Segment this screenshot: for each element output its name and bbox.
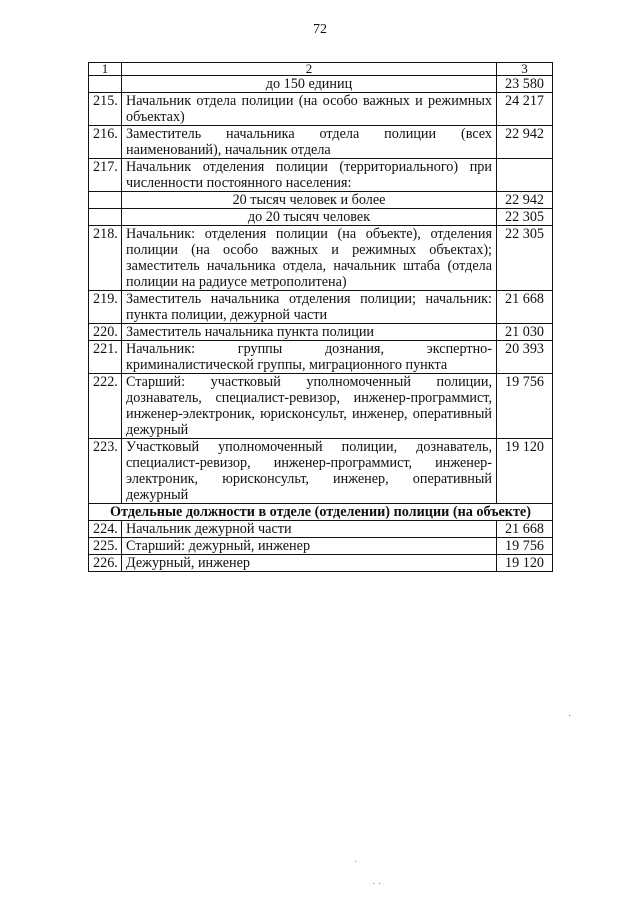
position-title: Начальник: отделения полиции (на объекте), отделения полиции (на особо важных и режимных объектах); заместитель начальника отдела, начальник штаба (отдела полиции на радиусе метрополитена) xyxy=(122,226,497,291)
column-header-salary: 3 xyxy=(497,63,553,76)
position-title: Дежурный, инженер xyxy=(122,555,497,572)
salary-value: 22 305 xyxy=(497,226,553,291)
salary-value: 21 668 xyxy=(497,521,553,538)
position-title: Участковый уполномоченный полиции, дознаватель, специалист-ревизор, инженер-программист, инженер-электроник, юрисконсульт, инженер, оперативный дежурный xyxy=(122,439,497,504)
row-number: 224. xyxy=(89,521,122,538)
table-row xyxy=(89,341,553,374)
table-row xyxy=(89,192,553,209)
section-heading-row xyxy=(89,504,553,521)
salary-value: 22 305 xyxy=(497,209,553,226)
row-number: 223. xyxy=(89,439,122,504)
position-title: до 150 единиц xyxy=(122,76,497,93)
row-number: 218. xyxy=(89,226,122,291)
position-title: до 20 тысяч человек xyxy=(122,209,497,226)
position-title: Заместитель начальника отделения полиции; начальник: пункта полиции, дежурной части xyxy=(122,291,497,324)
row-number: 217. xyxy=(89,159,122,192)
position-title: Старший: дежурный, инженер xyxy=(122,538,497,555)
column-header-number: 1 xyxy=(89,63,122,76)
table-row xyxy=(89,126,553,159)
page-number: 72 xyxy=(313,22,327,37)
row-number xyxy=(89,192,122,209)
salary-value: 22 942 xyxy=(497,126,553,159)
salary-value xyxy=(497,159,553,192)
salary-value: 21 668 xyxy=(497,291,553,324)
position-title: Начальник: группы дознания, экспертно-криминалистической группы, миграционного пункта xyxy=(122,341,497,374)
column-header-position: 2 xyxy=(122,63,497,76)
position-title: Начальник дежурной части xyxy=(122,521,497,538)
salary-value: 22 942 xyxy=(497,192,553,209)
salary-value: 19 120 xyxy=(497,555,553,572)
row-number: 219. xyxy=(89,291,122,324)
table-row xyxy=(89,555,553,572)
salary-value: 19 756 xyxy=(497,538,553,555)
position-title: Заместитель начальника пункта полиции xyxy=(122,324,497,341)
salary-value: 21 030 xyxy=(497,324,553,341)
table-row xyxy=(89,324,553,341)
table-row xyxy=(89,521,553,538)
position-title: Начальник отделения полиции (территориального) при численности постоянного населения: xyxy=(122,159,497,192)
table-row xyxy=(89,538,553,555)
section-heading: Отдельные должности в отделе (отделении) полиции (на объекте) xyxy=(89,504,553,521)
table-body xyxy=(89,63,553,572)
position-title: Заместитель начальника отдела полиции (всех наименований), начальник отдела xyxy=(122,126,497,159)
table-row xyxy=(89,159,553,192)
position-title: Начальник отдела полиции (на особо важных и режимных объектах) xyxy=(122,93,497,126)
row-number: 226. xyxy=(89,555,122,572)
position-title: 20 тысяч человек и более xyxy=(122,192,497,209)
scan-artifact: · xyxy=(354,857,358,868)
salary-value: 24 217 xyxy=(497,93,553,126)
row-number xyxy=(89,209,122,226)
scan-artifact: · · xyxy=(372,879,382,890)
table-row xyxy=(89,209,553,226)
row-number: 215. xyxy=(89,93,122,126)
salary-value: 19 120 xyxy=(497,439,553,504)
row-number: 225. xyxy=(89,538,122,555)
position-title: Старший: участковый уполномоченный полиции, дознаватель, специалист-ревизор, инженер-программист, инженер-электроник, юрисконсульт, инженер, оперативный дежурный xyxy=(122,374,497,439)
table-row xyxy=(89,76,553,93)
salary-value: 19 756 xyxy=(497,374,553,439)
row-number: 222. xyxy=(89,374,122,439)
row-number: 220. xyxy=(89,324,122,341)
salary-value: 23 580 xyxy=(497,76,553,93)
table-row xyxy=(89,291,553,324)
table-row xyxy=(89,226,553,291)
table-header-row xyxy=(89,63,553,76)
table-row xyxy=(89,93,553,126)
row-number xyxy=(89,76,122,93)
table-row xyxy=(89,374,553,439)
scan-artifact: · xyxy=(568,711,572,722)
salary-value: 20 393 xyxy=(497,341,553,374)
row-number: 221. xyxy=(89,341,122,374)
row-number: 216. xyxy=(89,126,122,159)
table-row xyxy=(89,439,553,504)
salary-table xyxy=(88,62,553,572)
